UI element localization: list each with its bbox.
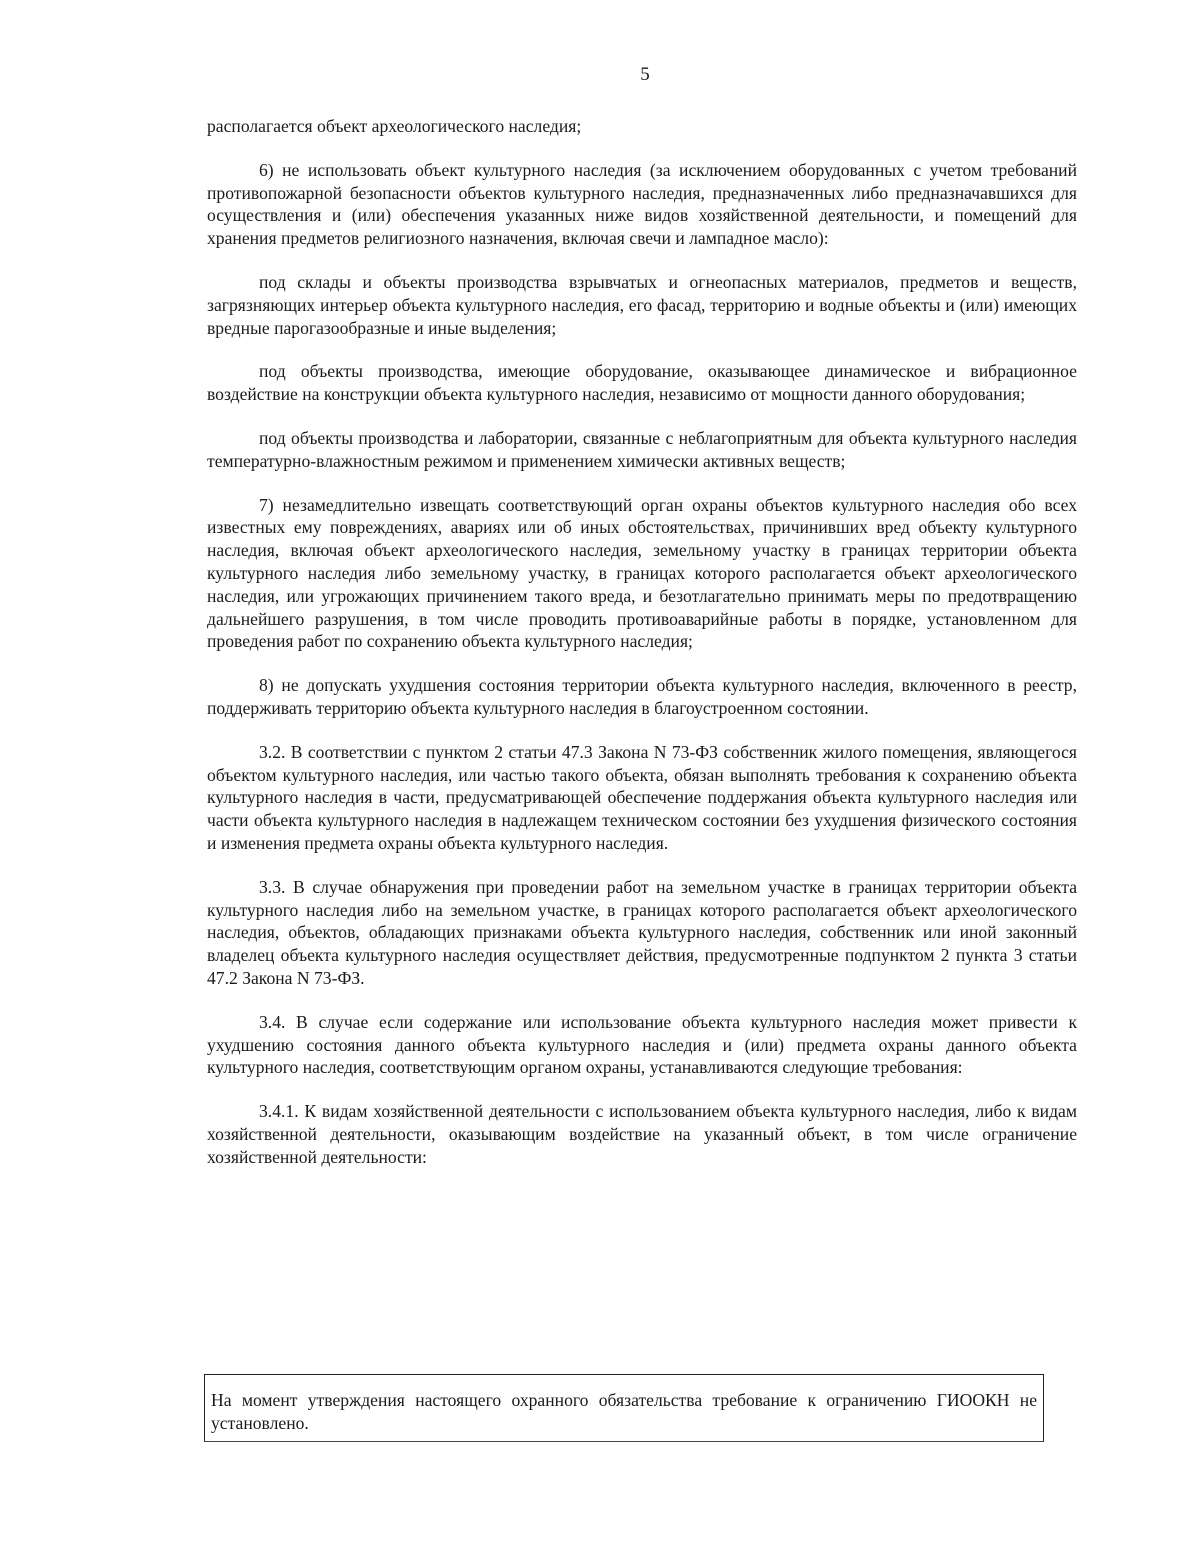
paragraph-section-3-4: 3.4. В случае если содержание или использование объекта культурного наследия может привести к ухудшению состояния данного объекта культурного наследия и (или) предмета охраны данного объекта культурного наследия, соответствующим органом охраны, устанавливаются следующие требования: xyxy=(207,1011,1077,1078)
paragraph-section-3-3: 3.3. В случае обнаружения при проведении работ на земельном участке в границах территории объекта культурного наследия либо на земельном участке, в границах которого располагается объект археологического наследия, объектов, обладающих признаками объекта культурного наследия, собственник или иной законный владелец объекта культурного наследия осуществляет действия, предусмотренные подпунктом 2 пункта 3 статьи 47.2 Закона N 73-ФЗ. xyxy=(207,876,1077,988)
paragraph-item-8: 8) не допускать ухудшения состояния территории объекта культурного наследия, включенного в реестр, поддерживать территорию объекта культурного наследия в благоустроенном состоянии. xyxy=(207,675,1077,718)
paragraph-section-3-4-1: 3.4.1. К видам хозяйственной деятельности с использованием объекта культурного наследия, либо к видам хозяйственной деятельности, оказывающим воздействие на указанный объект, в том числе ограничение хозяйственной деятельности: xyxy=(207,1101,1077,1167)
paragraph-laboratories: под объекты производства и лаборатории, связанные с неблагоприятным для объекта культурного наследия температурно-влажностным режимом и применением химически активных веществ; xyxy=(207,427,1077,471)
paragraph-item-7: 7) незамедлительно извещать соответствующий орган охраны объектов культурного наследия обо всех известных ему повреждениях, авариях или об иных обстоятельствах, причинивших вред объекту культурного наследия, включая объект археологического наследия, земельному участку в границах территории объекта культурного наследия либо земельному участку, в границах которого располагается объект археологического наследия, или угрожающих причинением такого вреда, и безотлагательно принимать меры по предотвращению дальнейшего разрушения, в том числе проводить противоаварийные работы в порядке, установленном для проведения работ по сохранению объекта культурного наследия; xyxy=(207,494,1077,652)
paragraph-section-3-2: 3.2. В соответствии с пунктом 2 статьи 47.3 Закона N 73-ФЗ собственник жилого помещения, являющегося объектом культурного наследия, или частью такого объекта, обязан выполнять требования к сохранению объекта культурного наследия в части, предусматривающей обеспечение поддержания объекта культурного наследия или части объекта культурного наследия в надлежащем техническом состоянии без ухудшения физического состояния и изменения предмета охраны объекта культурного наследия. xyxy=(207,741,1077,853)
notice-text: На момент утверждения настоящего охранного обязательства требование к ограничению ГИООКН не установлено. xyxy=(211,1390,1037,1433)
paragraph-warehouses: под склады и объекты производства взрывчатых и огнеопасных материалов, предметов и веществ, загрязняющих интерьер объекта культурного наследия, его фасад, территорию и водные объекты и (или) имеющих вредные парогазообразные и иные выделения; xyxy=(207,271,1077,338)
paragraph-continuation: располагается объект археологического наследия; xyxy=(207,116,582,136)
paragraph-production-equipment: под объекты производства, имеющие оборудование, оказывающее динамическое и вибрационное воздействие на конструкции объекта культурного наследия, независимо от мощности данного оборудования; xyxy=(207,361,1077,405)
paragraph-item-6: 6) не использовать объект культурного наследия (за исключением оборудованных с учетом требований противопожарной безопасности объектов культурного наследия, предназначенных либо предназначавшихся для осуществления и (или) обеспечения указанных ниже видов хозяйственной деятельности, и помещений для хранения предметов религиозного назначения, включая свечи и лампадное масло): xyxy=(207,159,1077,249)
notice-box xyxy=(204,1374,1044,1442)
document-body xyxy=(207,115,1077,1168)
page-number: 5 xyxy=(640,64,650,85)
